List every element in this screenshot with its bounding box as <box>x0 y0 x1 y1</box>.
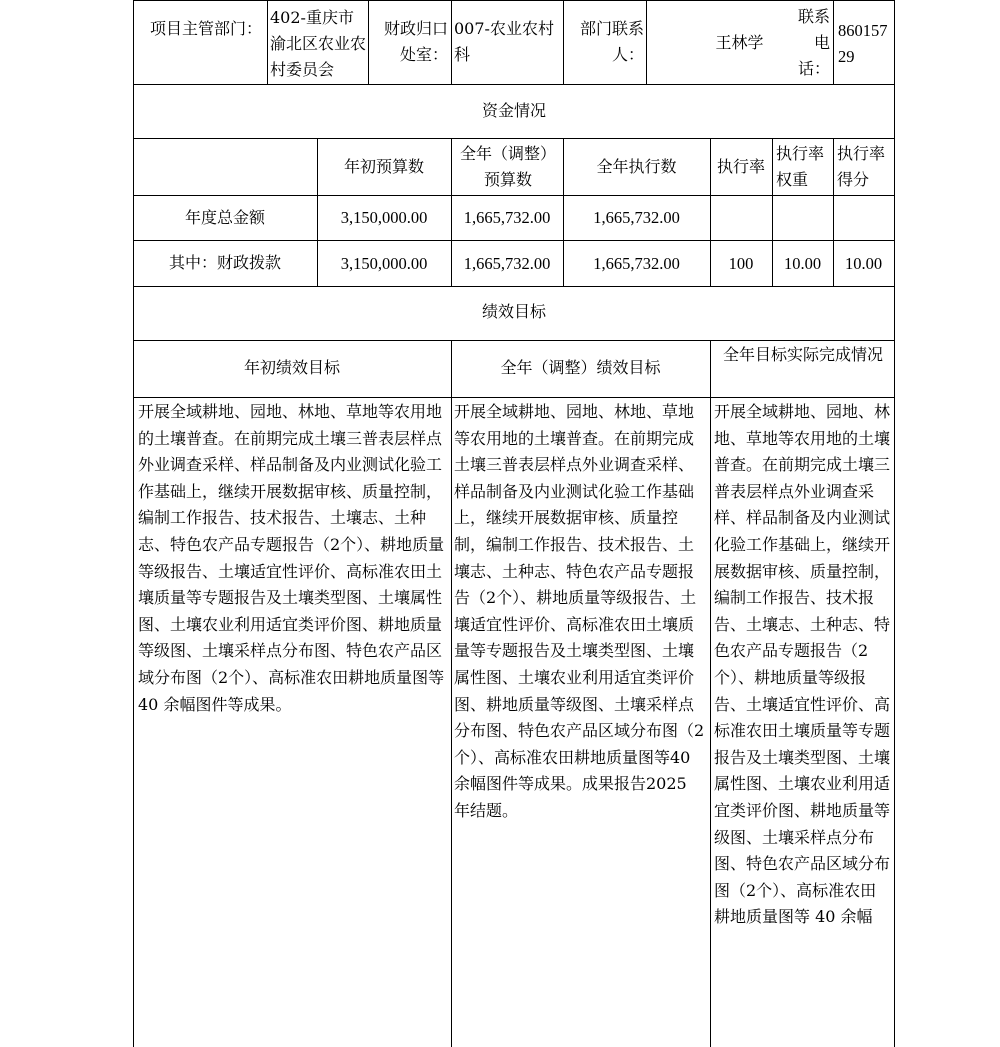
dept-value: 402-重庆市渝北区农业农村委员会 <box>270 8 367 79</box>
col-initial-budget: 年初预算数 <box>343 157 424 176</box>
rule <box>563 0 564 84</box>
rule <box>133 0 134 1047</box>
actual-completion-text: 开展全域耕地、园地、林地、草地等农用地的土壤普查。在前期完成土壤三普表层样点外业调查采样、样品制备及内业测试化验工作基础上，继续开展数据审核、质量控制，编制工作报告、技术报告、土壤志、土种志、特色农产品专题报告（2个）、耕地质量等级报告、土壤适宜性评价、高标准农田土壤质量等专题报告及土壤类型图、土壤属性图、土壤农业利用适宜类评价图、耕地质量等级图、土壤采样点分布图、特色农产品区域分布图（2个）、高标准农田耕地质量图等 40 余幅 <box>714 402 891 927</box>
phone-value: 86015729 <box>838 21 888 66</box>
finance-value: 007-农业农村科 <box>454 19 554 64</box>
rule <box>894 0 895 1047</box>
col-rate: 执行率 <box>716 157 765 176</box>
rule <box>133 340 895 341</box>
col-adjusted-goal: 全年（调整）绩效目标 <box>500 358 661 377</box>
funds-section-title: 资金情况 <box>481 101 546 120</box>
rule <box>451 340 452 1047</box>
row-fiscal-executed: 1,665,732.00 <box>593 254 680 273</box>
contact-label: 部门联系人： <box>579 19 644 64</box>
row-fiscal-score: 10.00 <box>844 254 883 273</box>
row-total-executed: 1,665,732.00 <box>593 208 680 227</box>
rule <box>133 195 895 196</box>
performance-section-title: 绩效目标 <box>481 302 546 321</box>
rule <box>133 0 895 1</box>
row-total-initial: 3,150,000.00 <box>340 208 428 227</box>
adjusted-goal-text: 开展全域耕地、园地、林地、草地等农用地的土壤普查。在前期完成土壤三普表层样点外业调查采样、样品制备及内业测试化验工作基础上，继续开展数据审核、质量控制，编制工作报告、技术报告、土壤志、土种志、特色农产品专题报告（2个）、耕地质量等级报告、土壤适宜性评价、高标准农田土壤质量等专题报告及土壤类型图、土壤属性图、土壤农业利用适宜类评价图、耕地质量等级图、土壤采样点分布图、特色农产品区域分布图（2个）、高标准农田耕地质量图等40余幅图件等成果。成果报告2025 年结题。 <box>454 402 705 820</box>
col-initial-goal: 年初绩效目标 <box>243 358 340 377</box>
dept-label: 项目主管部门： <box>149 19 262 38</box>
row-fiscal-label: 其中：财政拨款 <box>168 253 281 272</box>
row-fiscal-adjusted: 1,665,732.00 <box>463 254 551 273</box>
col-actual-completion: 全年目标实际完成情况 <box>722 345 883 364</box>
col-score: 执行率得分 <box>837 144 886 189</box>
row-fiscal-weight: 10.00 <box>783 254 822 273</box>
phone-label: 联系电话： <box>797 7 830 78</box>
rule <box>267 0 268 84</box>
rule <box>710 340 711 1047</box>
rule <box>133 84 895 85</box>
col-weight: 执行率权重 <box>776 144 825 189</box>
rule <box>133 240 895 241</box>
initial-goal-text: 开展全域耕地、园地、林地、草地等农用地的土壤普查。在前期完成土壤三普表层样点外业调查采样、样品制备及内业测试化验工作基础上，继续开展数据审核、质量控制，编制工作报告、技术报告、土壤志、土种志、特色农产品专题报告（2个）、耕地质量等级报告、土壤适宜性评价、高标准农田土壤质量等专题报告及土壤类型图、土壤属性图、土壤农业利用适宜类评价图、耕地质量等级图、土壤采样点分布图、特色农产品区域分布图（2个）、高标准农田耕地质量图等 40 余幅图件等成果。 <box>138 402 445 714</box>
rule <box>133 286 895 287</box>
row-fiscal-rate: 100 <box>728 254 754 273</box>
rule <box>451 0 452 84</box>
rule <box>833 0 834 84</box>
row-total-adjusted: 1,665,732.00 <box>463 208 551 227</box>
row-fiscal-initial: 3,150,000.00 <box>340 254 428 273</box>
col-adjusted-budget: 全年（调整）预算数 <box>460 144 557 189</box>
rule <box>368 0 369 84</box>
rule <box>133 397 895 398</box>
contact-value: 王林学 <box>715 33 764 52</box>
finance-label: 财政归口处室： <box>383 19 448 64</box>
row-total-label: 年度总金额 <box>184 208 265 227</box>
col-executed: 全年执行数 <box>596 157 677 176</box>
rule <box>133 138 895 139</box>
